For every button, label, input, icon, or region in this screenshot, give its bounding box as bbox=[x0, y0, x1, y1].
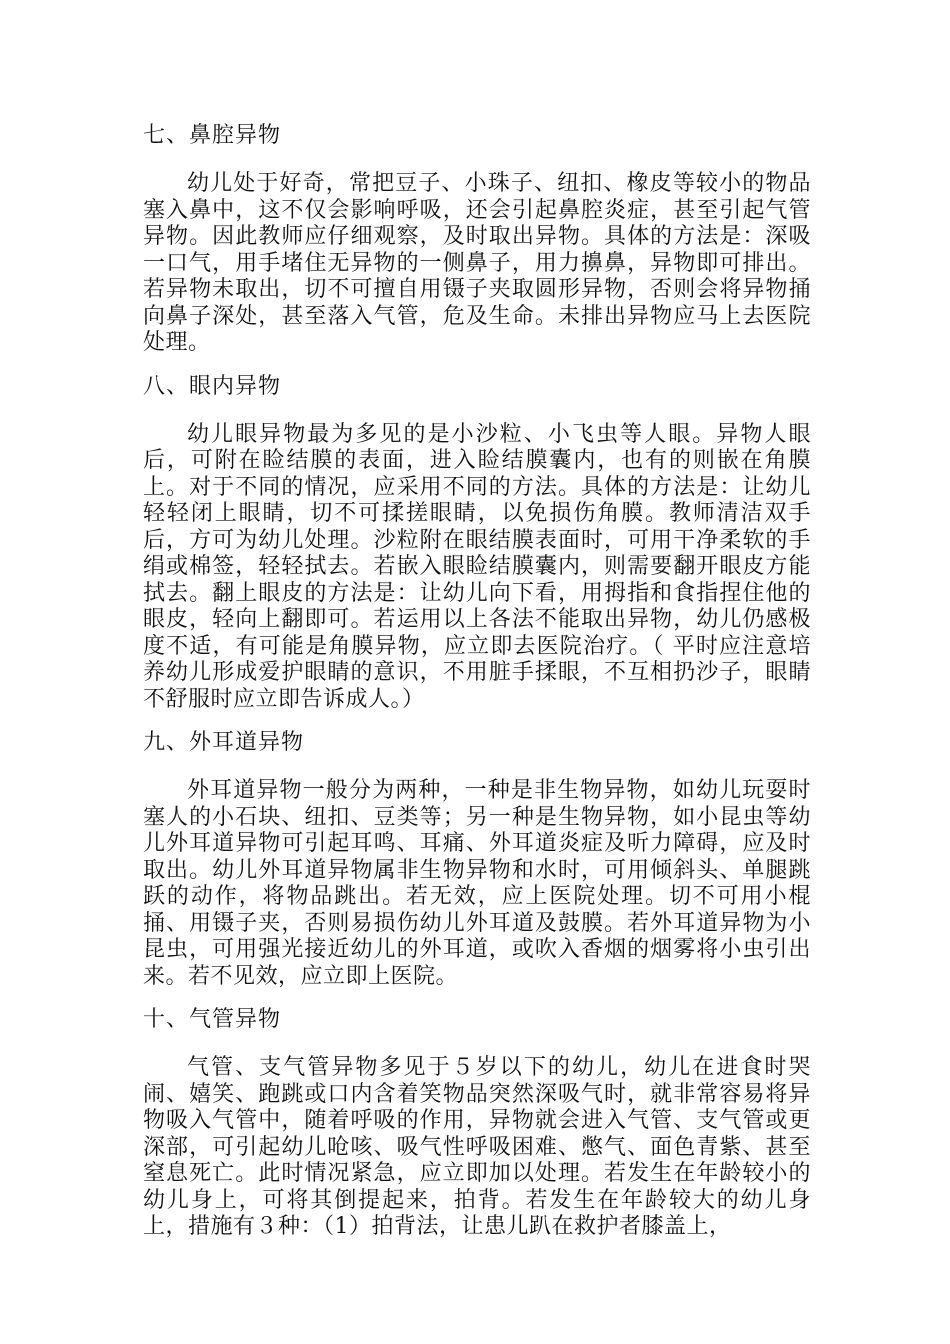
document-page bbox=[143, 118, 811, 1241]
section-ear-canal-foreign-body bbox=[143, 725, 811, 990]
section-eye-foreign-body bbox=[143, 369, 811, 714]
section-paragraph: 幼儿处于好奇，常把豆子、小珠子、纽扣、橡皮等较小的物品塞入鼻中，这不仅会影响呼吸，还会引起鼻腔炎症，甚至引起气管异物。因此教师应仔细观察，及时取出异物。具体的方法是：深吸一口气，用手堵住无异物的一侧鼻子，用力擤鼻，异物即可排出。若异物未取出，切不可擅自用镊子夹取圆形异物，否则会将异物捅向鼻子深处，甚至落入气管，危及生命。未排出异物应马上去医院处理。 bbox=[143, 171, 811, 355]
section-trachea-foreign-body bbox=[143, 1002, 811, 1241]
section-heading: 八、眼内异物 bbox=[143, 373, 282, 399]
section-heading: 十、气管异物 bbox=[143, 1007, 282, 1032]
section-heading: 七、鼻腔异物 bbox=[143, 123, 282, 148]
section-nasal-foreign-body bbox=[143, 118, 811, 357]
section-paragraph: 幼儿眼异物最为多见的是小沙粒、小飞虫等人眼。异物人眼后，可附在睑结膜的表面，进入睑结膜囊内，也有的则嵌在角膜上。对于不同的情况，应采用不同的方法。具体的方法是：让幼儿轻轻闭上眼睛，切不可揉搓眼睛，以免损伤角膜。教师清洁双手后，方可为幼儿处理。沙粒附在眼结膜表面时，可用干净柔软的手绢或棉签，轻轻拭去。若嵌入眼睑结膜囊内，则需要翻开眼皮方能拭去。翻上眼皮的方法是：让幼儿向下看，用拇指和食指捏住他的眼皮，轻向上翻即可。若运用以上各法不能取出异物，幼儿仍感极度不适，有可能是角膜异物，应立即去医院治疗。（ 平时应注意培养幼儿形成爱护眼睛的意识，不用脏手揉眼，不互相扔沙子，眼睛不舒服时应立即告诉成人。） bbox=[143, 421, 811, 712]
section-heading: 九、外耳道异物 bbox=[143, 730, 305, 755]
section-paragraph: 气管、支气管异物多见于５岁以下的幼儿，幼儿在进食时哭闹、嬉笑、跑跳或口内含着笑物品突然深吸气时，就非常容易将异物吸入气管中，随着呼吸的作用，异物就会进入气管、支气管或更深部，可引起幼儿呛咳、吸气性呼吸困难、憋气、面色青紫、甚至窒息死亡。此时情况紧急，应立即加以处理。若发生在年龄较小的幼儿身上，可将其倒提起来，拍背。若发生在年龄较大的幼儿身上，措施有３种：（1）拍背法，让患儿趴在救护者膝盖上， bbox=[143, 1055, 811, 1239]
section-paragraph: 外耳道异物一般分为两种，一种是非生物异物，如幼儿玩耍时塞人的小石块、纽扣、豆类等；另一种是生物异物，如小昆虫等幼儿外耳道异物可引起耳鸣、耳痛、外耳道炎症及听力障碍，应及时取出。幼儿外耳道异物属非生物异物和水时，可用倾斜头、单腿跳跃的动作，将物品跳出。若无效，应上医院处理。切不可用小棍捅、用镊子夹，否则易损伤幼儿外耳道及鼓膜。若外耳道异物为小昆虫，可用强光接近幼儿的外耳道，或吹入香烟的烟雾将小虫引出来。若不见效，应立即上医院。 bbox=[143, 778, 811, 989]
